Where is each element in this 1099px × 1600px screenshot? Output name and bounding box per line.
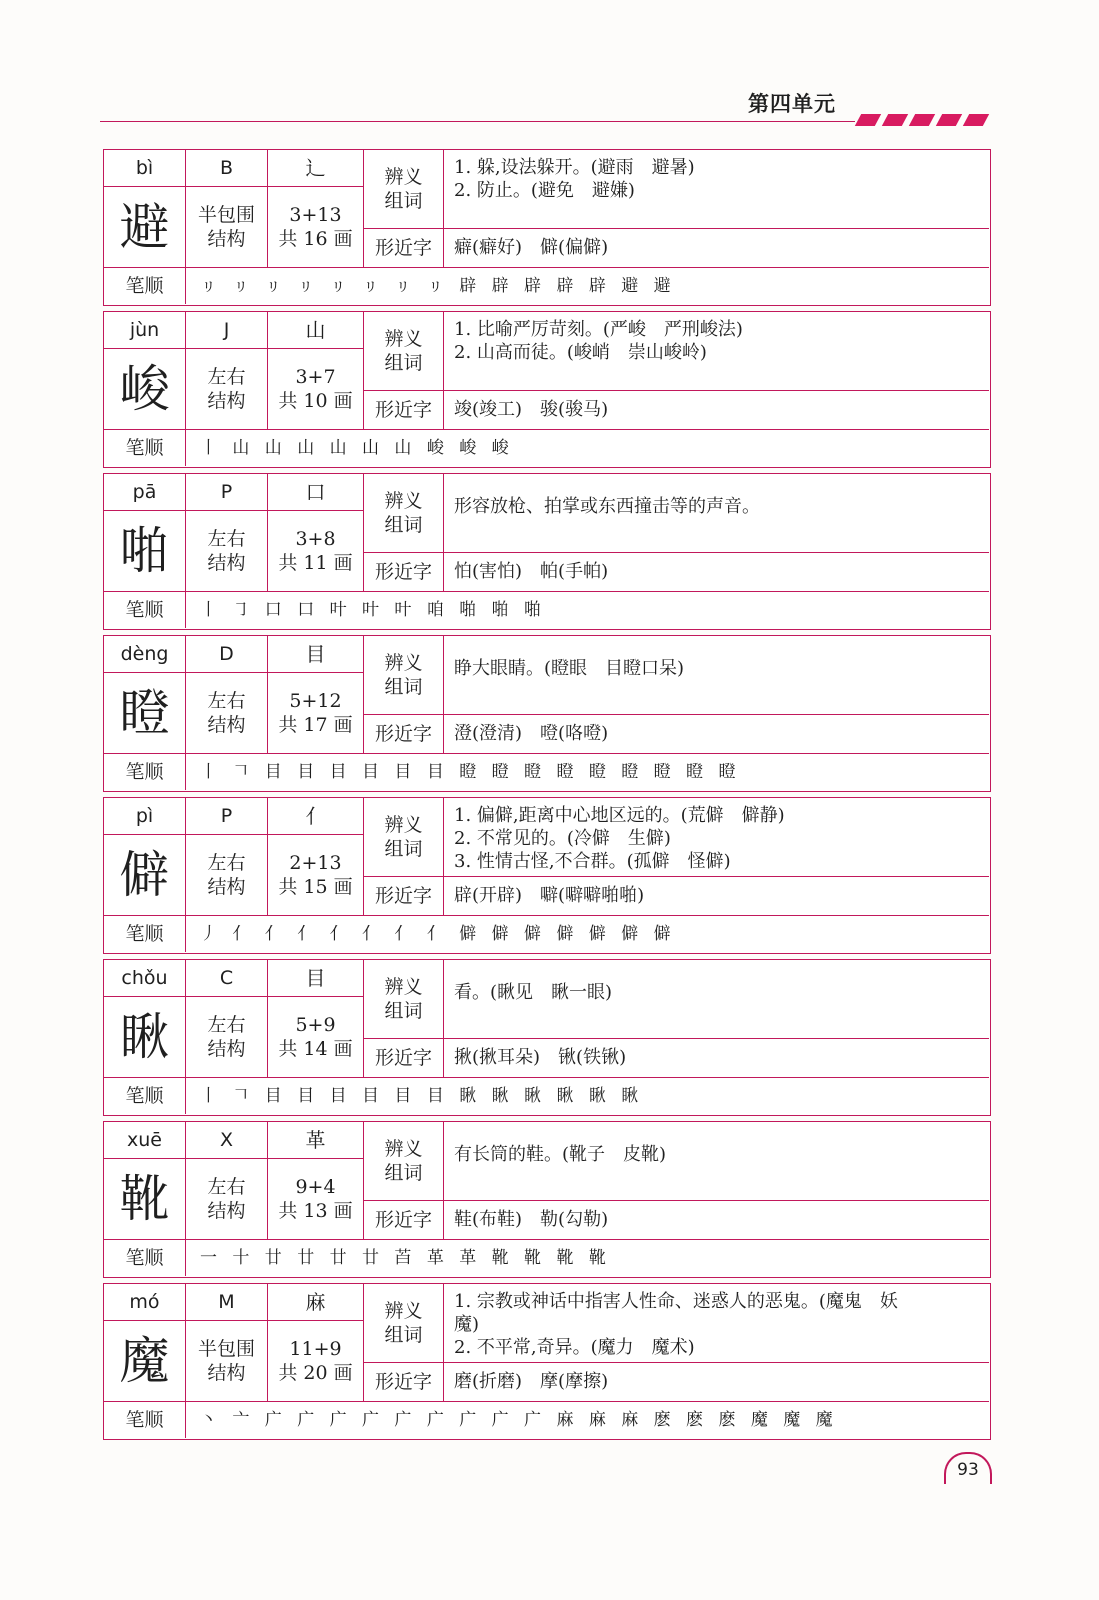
pinyin: xuē <box>104 1122 186 1159</box>
character: 峻 <box>104 349 186 429</box>
initial-letter: B <box>186 150 268 187</box>
stroke-formula: 5+9 <box>295 1014 336 1036</box>
initial-letter: P <box>186 798 268 835</box>
stroke-total: 共 20 画 <box>278 1362 353 1384</box>
stroke-total: 共 15 画 <box>278 876 353 898</box>
stroke-order: 丨 𠃍 目 目 目 目 目 目 瞪 瞪 瞪 瞪 瞪 瞪 瞪 瞪 瞪 <box>186 753 989 790</box>
stroke-order-label: 笔顺 <box>104 915 186 952</box>
structure: 半包围 结构 <box>186 1321 268 1401</box>
pinyin: dèng <box>104 636 186 673</box>
stroke-formula: 9+4 <box>295 1176 336 1198</box>
meaning-content <box>444 798 989 877</box>
meaning-label: 辨义 组词 <box>364 312 444 391</box>
similar-label: 形近字 <box>364 391 444 429</box>
initial-letter: J <box>186 312 268 349</box>
meaning-line: 3. 性情古怪,不合群。(孤僻 怪僻) <box>454 851 731 872</box>
header-stripes <box>858 111 993 130</box>
meaning-line: 1. 比喻严厉苛刻。(严峻 严刑峻法) <box>454 319 743 340</box>
meaning-line: 2. 山高而徒。(峻峭 崇山峻岭) <box>454 342 707 363</box>
stroke-order: 丶 亠 广 广 广 广 广 广 广 广 广 麻 麻 麻 麽 麽 麽 魔 魔 魔 <box>186 1401 989 1438</box>
stroke-total: 共 10 画 <box>278 390 353 412</box>
similar-label: 形近字 <box>364 1039 444 1077</box>
meaning-label: 辨义 组词 <box>364 636 444 715</box>
meaning-content <box>444 1284 989 1363</box>
structure: 左右 结构 <box>186 997 268 1077</box>
stroke-order-label: 笔顺 <box>104 1239 186 1276</box>
stroke-total: 共 16 画 <box>278 228 353 250</box>
structure: 左右 结构 <box>186 1159 268 1239</box>
similar-characters: 癖(癖好) 僻(偏僻) <box>454 237 609 258</box>
meaning-label: 辨义 组词 <box>364 960 444 1039</box>
stroke-formula: 2+13 <box>289 852 342 874</box>
stroke-total: 共 13 画 <box>278 1200 353 1222</box>
meaning-line: 魔) <box>454 1314 480 1335</box>
stroke-total: 共 14 画 <box>278 1038 353 1060</box>
similar-label: 形近字 <box>364 1201 444 1239</box>
stroke-total: 共 17 画 <box>278 714 353 736</box>
stroke-order-label: 笔顺 <box>104 591 186 628</box>
radical: 山 <box>268 312 364 349</box>
character: 瞅 <box>104 997 186 1077</box>
character: 僻 <box>104 835 186 915</box>
character: 避 <box>104 187 186 267</box>
meaning-content <box>444 474 989 553</box>
meaning-content <box>444 1122 989 1201</box>
initial-letter: P <box>186 474 268 511</box>
similar-label: 形近字 <box>364 1363 444 1401</box>
similar-characters: 揪(揪耳朵) 锹(铁锹) <box>454 1047 627 1068</box>
similar-characters: 磨(折磨) 摩(摩擦) <box>454 1371 609 1392</box>
similar-label: 形近字 <box>364 715 444 753</box>
stroke-order: ㇼ ㇼ ㇼ ㇼ ㇼ ㇼ ㇼ ㇼ 辟 辟 辟 辟 辟 避 避 <box>186 267 989 304</box>
character: 瞪 <box>104 673 186 753</box>
pinyin: bì <box>104 150 186 187</box>
stroke-formula: 3+13 <box>289 204 342 226</box>
meaning-line: 2. 不常见的。(冷僻 生僻) <box>454 828 671 849</box>
stroke-count <box>268 673 364 753</box>
structure: 左右 结构 <box>186 349 268 429</box>
meaning-content <box>444 150 989 229</box>
meaning-line: 1. 躲,设法躲开。(避雨 避暑) <box>454 157 695 178</box>
similar-label: 形近字 <box>364 553 444 591</box>
page-number: 93 <box>944 1452 992 1484</box>
stroke-count <box>268 1321 364 1401</box>
meaning-line: 有长筒的鞋。(靴子 皮靴) <box>454 1143 667 1165</box>
similar-characters: 怕(害怕) 帕(手帕) <box>454 561 609 582</box>
similar-label: 形近字 <box>364 229 444 267</box>
meaning-line: 2. 不平常,奇异。(魔力 魔术) <box>454 1337 695 1358</box>
initial-letter: M <box>186 1284 268 1321</box>
stroke-count <box>268 349 364 429</box>
stroke-formula: 3+7 <box>295 366 336 388</box>
meaning-line: 看。(瞅见 瞅一眼) <box>454 981 613 1003</box>
character-table <box>103 149 991 1440</box>
stroke-order-label: 笔顺 <box>104 753 186 790</box>
unit-title: 第四单元 <box>748 92 836 116</box>
stroke-order-label: 笔顺 <box>104 267 186 304</box>
meaning-label: 辨义 组词 <box>364 1122 444 1201</box>
radical: 亻 <box>268 798 364 835</box>
radical: 革 <box>268 1122 364 1159</box>
meaning-label: 辨义 组词 <box>364 474 444 553</box>
character-entry <box>103 1121 991 1278</box>
character: 靴 <box>104 1159 186 1239</box>
character: 啪 <box>104 511 186 591</box>
similar-characters: 澄(澄清) 噔(咯噔) <box>454 723 609 744</box>
character: 魔 <box>104 1321 186 1401</box>
stroke-count <box>268 835 364 915</box>
stroke-order: 丨 山 山 山 山 山 山 峻 峻 峻 <box>186 429 989 466</box>
character-entry <box>103 959 991 1116</box>
stroke-order: 丨 𠃍 目 目 目 目 目 目 瞅 瞅 瞅 瞅 瞅 瞅 <box>186 1077 989 1114</box>
initial-letter: D <box>186 636 268 673</box>
header-rule <box>100 121 855 122</box>
character-entry <box>103 635 991 792</box>
pinyin: pā <box>104 474 186 511</box>
meaning-content <box>444 960 989 1039</box>
radical: 辶 <box>268 150 364 187</box>
stroke-count <box>268 1159 364 1239</box>
meaning-line: 1. 宗教或神话中指害人性命、迷惑人的恶鬼。(魔鬼 妖 <box>454 1291 898 1312</box>
stroke-order-label: 笔顺 <box>104 1077 186 1114</box>
similar-characters: 辟(开辟) 噼(噼噼啪啪) <box>454 885 645 906</box>
similar-characters: 竣(竣工) 骏(骏马) <box>454 399 609 420</box>
stroke-count <box>268 997 364 1077</box>
stroke-order-label: 笔顺 <box>104 1401 186 1438</box>
pinyin: jùn <box>104 312 186 349</box>
pinyin: mó <box>104 1284 186 1321</box>
page-header <box>0 0 1099 140</box>
stroke-order-label: 笔顺 <box>104 429 186 466</box>
character-entry <box>103 311 991 468</box>
meaning-line: 形容放枪、拍掌或东西撞击等的声音。 <box>454 495 760 517</box>
character-entry <box>103 1283 991 1440</box>
radical: 目 <box>268 636 364 673</box>
meaning-line: 2. 防止。(避免 避嫌) <box>454 180 635 201</box>
meaning-line: 1. 偏僻,距离中心地区远的。(荒僻 僻静) <box>454 805 785 826</box>
structure: 左右 结构 <box>186 673 268 753</box>
meaning-label: 辨义 组词 <box>364 1284 444 1363</box>
stroke-formula: 5+12 <box>289 690 342 712</box>
initial-letter: X <box>186 1122 268 1159</box>
stroke-order: 丿 亻 亻 亻 亻 亻 亻 亻 僻 僻 僻 僻 僻 僻 僻 <box>186 915 989 952</box>
structure: 左右 结构 <box>186 511 268 591</box>
stroke-total: 共 11 画 <box>278 552 353 574</box>
similar-characters: 鞋(布鞋) 勒(勾勒) <box>454 1209 609 1230</box>
structure: 半包围 结构 <box>186 187 268 267</box>
character-entry <box>103 473 991 630</box>
radical: 目 <box>268 960 364 997</box>
structure: 左右 结构 <box>186 835 268 915</box>
stroke-formula: 3+8 <box>295 528 336 550</box>
meaning-label: 辨义 组词 <box>364 150 444 229</box>
similar-label: 形近字 <box>364 877 444 915</box>
pinyin: pì <box>104 798 186 835</box>
initial-letter: C <box>186 960 268 997</box>
meaning-content <box>444 636 989 715</box>
meaning-line: 睁大眼睛。(瞪眼 目瞪口呆) <box>454 657 685 679</box>
radical: 口 <box>268 474 364 511</box>
stroke-order: 一 十 廿 廿 廿 廿 苩 革 革 靴 靴 靴 靴 <box>186 1239 989 1276</box>
meaning-content <box>444 312 989 391</box>
stroke-count <box>268 187 364 267</box>
radical: 麻 <box>268 1284 364 1321</box>
character-entry <box>103 149 991 306</box>
stroke-formula: 11+9 <box>289 1338 342 1360</box>
stroke-count <box>268 511 364 591</box>
pinyin: chǒu <box>104 960 186 997</box>
character-entry <box>103 797 991 954</box>
meaning-label: 辨义 组词 <box>364 798 444 877</box>
stroke-order: 丨 ㇆ 口 口 叶 叶 叶 咱 啪 啪 啪 <box>186 591 989 628</box>
